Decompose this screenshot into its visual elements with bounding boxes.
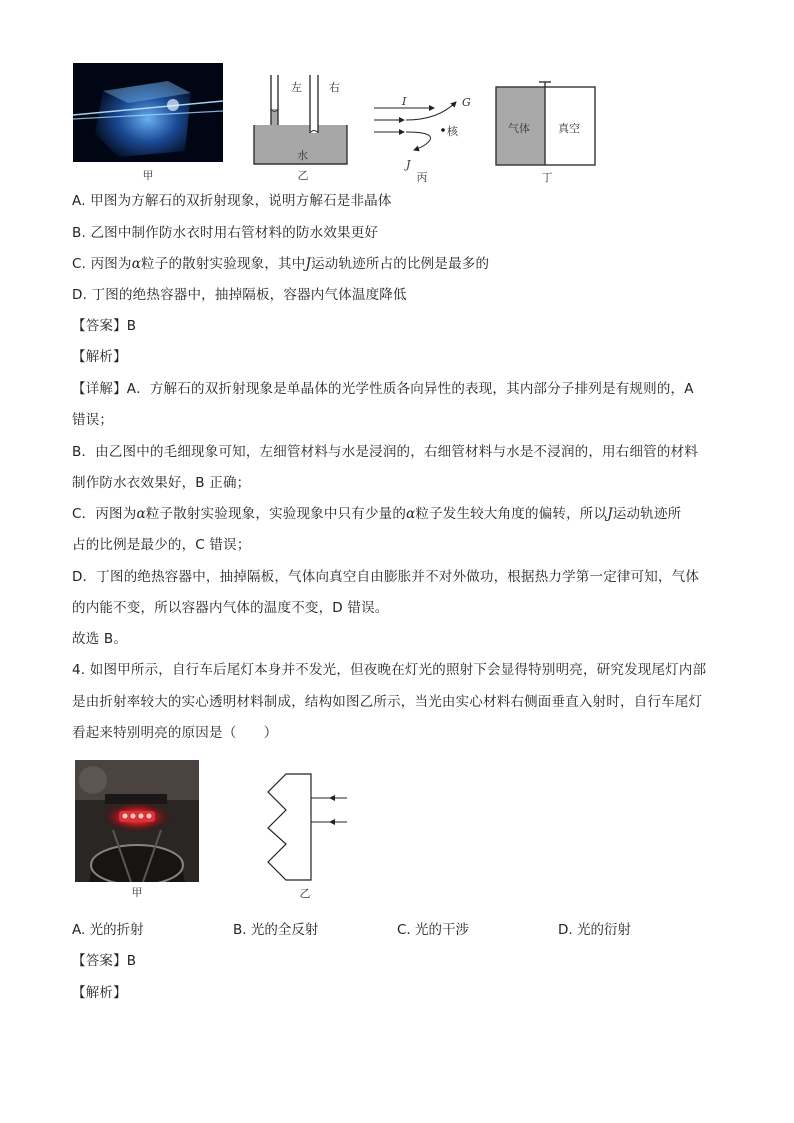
- label-I: I: [402, 95, 407, 108]
- alpha-scattering-figure: [370, 92, 480, 172]
- q3-option-a: A. 甲图为方解石的双折射现象，说明方解石是非晶体: [72, 193, 392, 209]
- q4-option-b: B. 光的全反射: [233, 922, 319, 938]
- q3-detail-d-line1: D．丁图的绝热容器中，抽掉隔板，气体向真空自由膨胀并不对外做功，根据热力学第一定律可知，气体: [72, 569, 700, 585]
- figure-jia-caption: 甲: [142, 169, 154, 182]
- q4-figure-jia-caption: 甲: [131, 886, 143, 899]
- right-label: 右: [329, 81, 340, 94]
- label-nucleus: 核: [447, 125, 458, 138]
- q3-detail-b-line1: B．由乙图中的毛细现象可知，左细管材料与水是浸润的，右细管材料与水是不浸润的，用右细管的材料: [72, 444, 698, 460]
- q3-detail-c-line2: 占的比例是最少的，C 错误；: [72, 537, 251, 553]
- j-symbol: J: [305, 256, 312, 272]
- q4-stem-line3: 看起来特别明亮的原因是（ ）: [72, 725, 278, 741]
- q4-option-d: D. 光的衍射: [558, 922, 631, 938]
- q3-detail-a-line1: 【详解】A．方解石的双折射现象是单晶体的光学性质各向异性的表现，其内部分子排列是有规则的，A: [72, 381, 694, 397]
- figure-ding-caption: 丁: [541, 171, 553, 184]
- label-J: J: [406, 158, 411, 171]
- q4-analysis-title: 【解析】: [72, 985, 127, 1001]
- q4-option-c: C. 光的干涉: [397, 922, 470, 938]
- figure-bing-caption: 丙: [416, 171, 428, 184]
- water-label: 水: [297, 149, 308, 162]
- q3-detail-d-line2: 的内能不变，所以容器内气体的温度不变，D 错误。: [72, 600, 389, 616]
- label-G: G: [462, 96, 471, 109]
- gas-label: 气体: [508, 122, 530, 135]
- q4-figure-yi-caption: 乙: [299, 887, 311, 900]
- figure-yi-caption: 乙: [297, 169, 309, 182]
- vacuum-label: 真空: [558, 122, 580, 135]
- left-label: 左: [291, 81, 302, 94]
- q3-option-d: D. 丁图的绝热容器中，抽掉隔板，容器内气体温度降低: [72, 287, 407, 303]
- q3-detail-a-line2: 错误；: [72, 412, 114, 428]
- q3-option-c: C. 丙图为α粒子的散射实验现象，其中J运动轨迹所占的比例是最多的: [72, 256, 490, 272]
- q3-option-b: B. 乙图中制作防水衣时用右管材料的防水效果更好: [72, 225, 379, 241]
- q4-stem-line1: 4. 如图甲所示，自行车后尾灯本身并不发光，但夜晚在灯光的照射下会显得特别明亮，研究发现尾灯内部: [72, 662, 707, 678]
- prism-structure-figure: [258, 772, 358, 884]
- alpha-symbol: α: [131, 256, 142, 272]
- q3-detail-b-line2: 制作防水衣效果好，B 正确；: [72, 475, 251, 491]
- bike-taillight-photo: [75, 760, 199, 882]
- q3-detail-c-line1: C．丙图为α粒子散射实验现象，实验现象中只有少量的α粒子发生较大角度的偏转，所以J运动轨迹所: [72, 506, 682, 522]
- q4-stem-line2: 是由折射率较大的实心透明材料制成，结构如图乙所示，当光由实心材料右侧面垂直入射时，自行车尾灯: [72, 694, 703, 710]
- q3-analysis-title: 【解析】: [72, 349, 127, 365]
- adiabatic-container-figure: [494, 80, 598, 167]
- q4-option-a: A. 光的折射: [72, 922, 144, 938]
- calcite-photo: [73, 63, 223, 162]
- q3-conclusion: 故选 B。: [72, 631, 128, 647]
- capillary-figure: [250, 75, 350, 165]
- q3-answer: 【答案】B: [72, 318, 137, 334]
- q4-answer: 【答案】B: [72, 953, 137, 969]
